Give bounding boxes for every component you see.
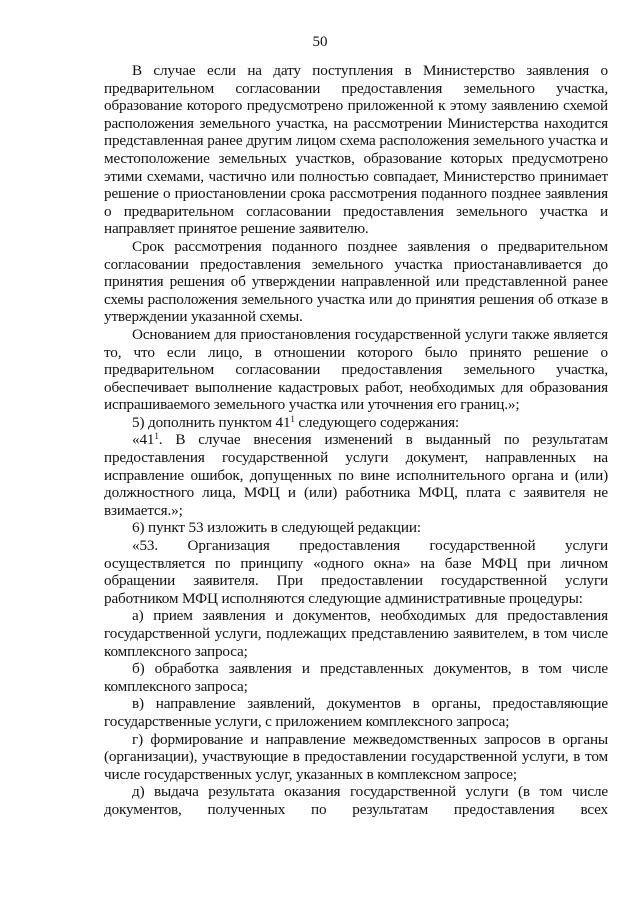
clause-41-1-text: . В случае внесения изменений в выданный по результатам предоставления государственной услуги документ, направленных на исправление ошибок, допущенных по вине исполнительного органа и (или) должностного лица, МФЦ и (или) работника МФЦ, плата с заявителя не взимается.»; xyxy=(104,431,608,519)
clause-41-1 xyxy=(104,431,608,519)
amendment-6: 6) пункт 53 изложить в следующей редакции: xyxy=(132,519,421,537)
amendment-5-tail: следующего содержания: xyxy=(294,413,459,431)
list-item-b: б) обработка заявления и представленных документов, в том числе комплексного запроса; xyxy=(104,660,608,695)
amendment-5-superscript: 1 xyxy=(290,413,295,424)
amendment-5-text: 5) дополнить пунктом 41 xyxy=(132,413,291,431)
list-item-a: а) прием заявления и документов, необходимых для предоставления государственной услуги, подлежащих представлению заявителем, в том числе комплексного запроса; xyxy=(104,607,608,660)
paragraph-suspension-decision: В случае если на дату поступления в Министерство заявления о предварительном согласовании предоставления земельного участка, образование которого предусмотрено приложенной к этому заявлению схемой расположения земельного участка, на рассмотрении Министерства находится представленная ранее другим лицом схема расположения земельного участка и местоположение земельных участков, образование которых предусмотрено этими схемами, частично или полностью совпадает, Министерство принимает решение о приостановлении срока рассмотрения поданного позднее заявления о предварительном согласовании предоставления земельного участка и направляет принятое решение заявителю. xyxy=(104,62,608,238)
page-number: 50 xyxy=(312,34,328,50)
list-item-d: д) выдача результата оказания государственной услуги (в том числе документов, полученных по результатам предоставления всех xyxy=(104,783,608,818)
clause-41-1-number: «41 xyxy=(132,431,155,449)
amendment-5 xyxy=(104,414,608,432)
paragraph-suspension-term: Срок рассмотрения поданного позднее заявления о предварительном согласовании предоставления земельного участка приостанавливается до принятия решения об утверждении направленной или представленной ранее схемы расположения земельного участка или до принятия решения об отказе в утверждении указанной схемы. xyxy=(104,237,608,326)
list-item-g: г) формирование и направление межведомственных запросов в органы (организации), участвующие в предоставлении государственной услуги, в том числе государственных услуг, указанных в комплексном запросе; xyxy=(104,730,608,783)
list-item-v: в) направление заявлений, документов в органы, предоставляющие государственные услуги, с приложением комплексного запроса; xyxy=(104,695,608,730)
clause-41-1-superscript: 1 xyxy=(154,431,159,442)
clause-53: «53. Организация предоставления государственной услуги осуществляется по принципу «одного окна» на базе МФЦ при личном обращении заявителя. При предоставлении государственной услуги работником МФЦ исполняются следующие административные процедуры: xyxy=(104,537,608,607)
document-body xyxy=(104,62,608,819)
paragraph-suspension-grounds: Основанием для приостановления государственной услуги также является то, что если лицо, в отношении которого было принято решение о предварительном согласовании предоставления земельного участка, обеспечивает выполнение кадастровых работ, необходимых для образования испрашиваемого земельного участка или уточнения его границ.»; xyxy=(104,325,608,414)
